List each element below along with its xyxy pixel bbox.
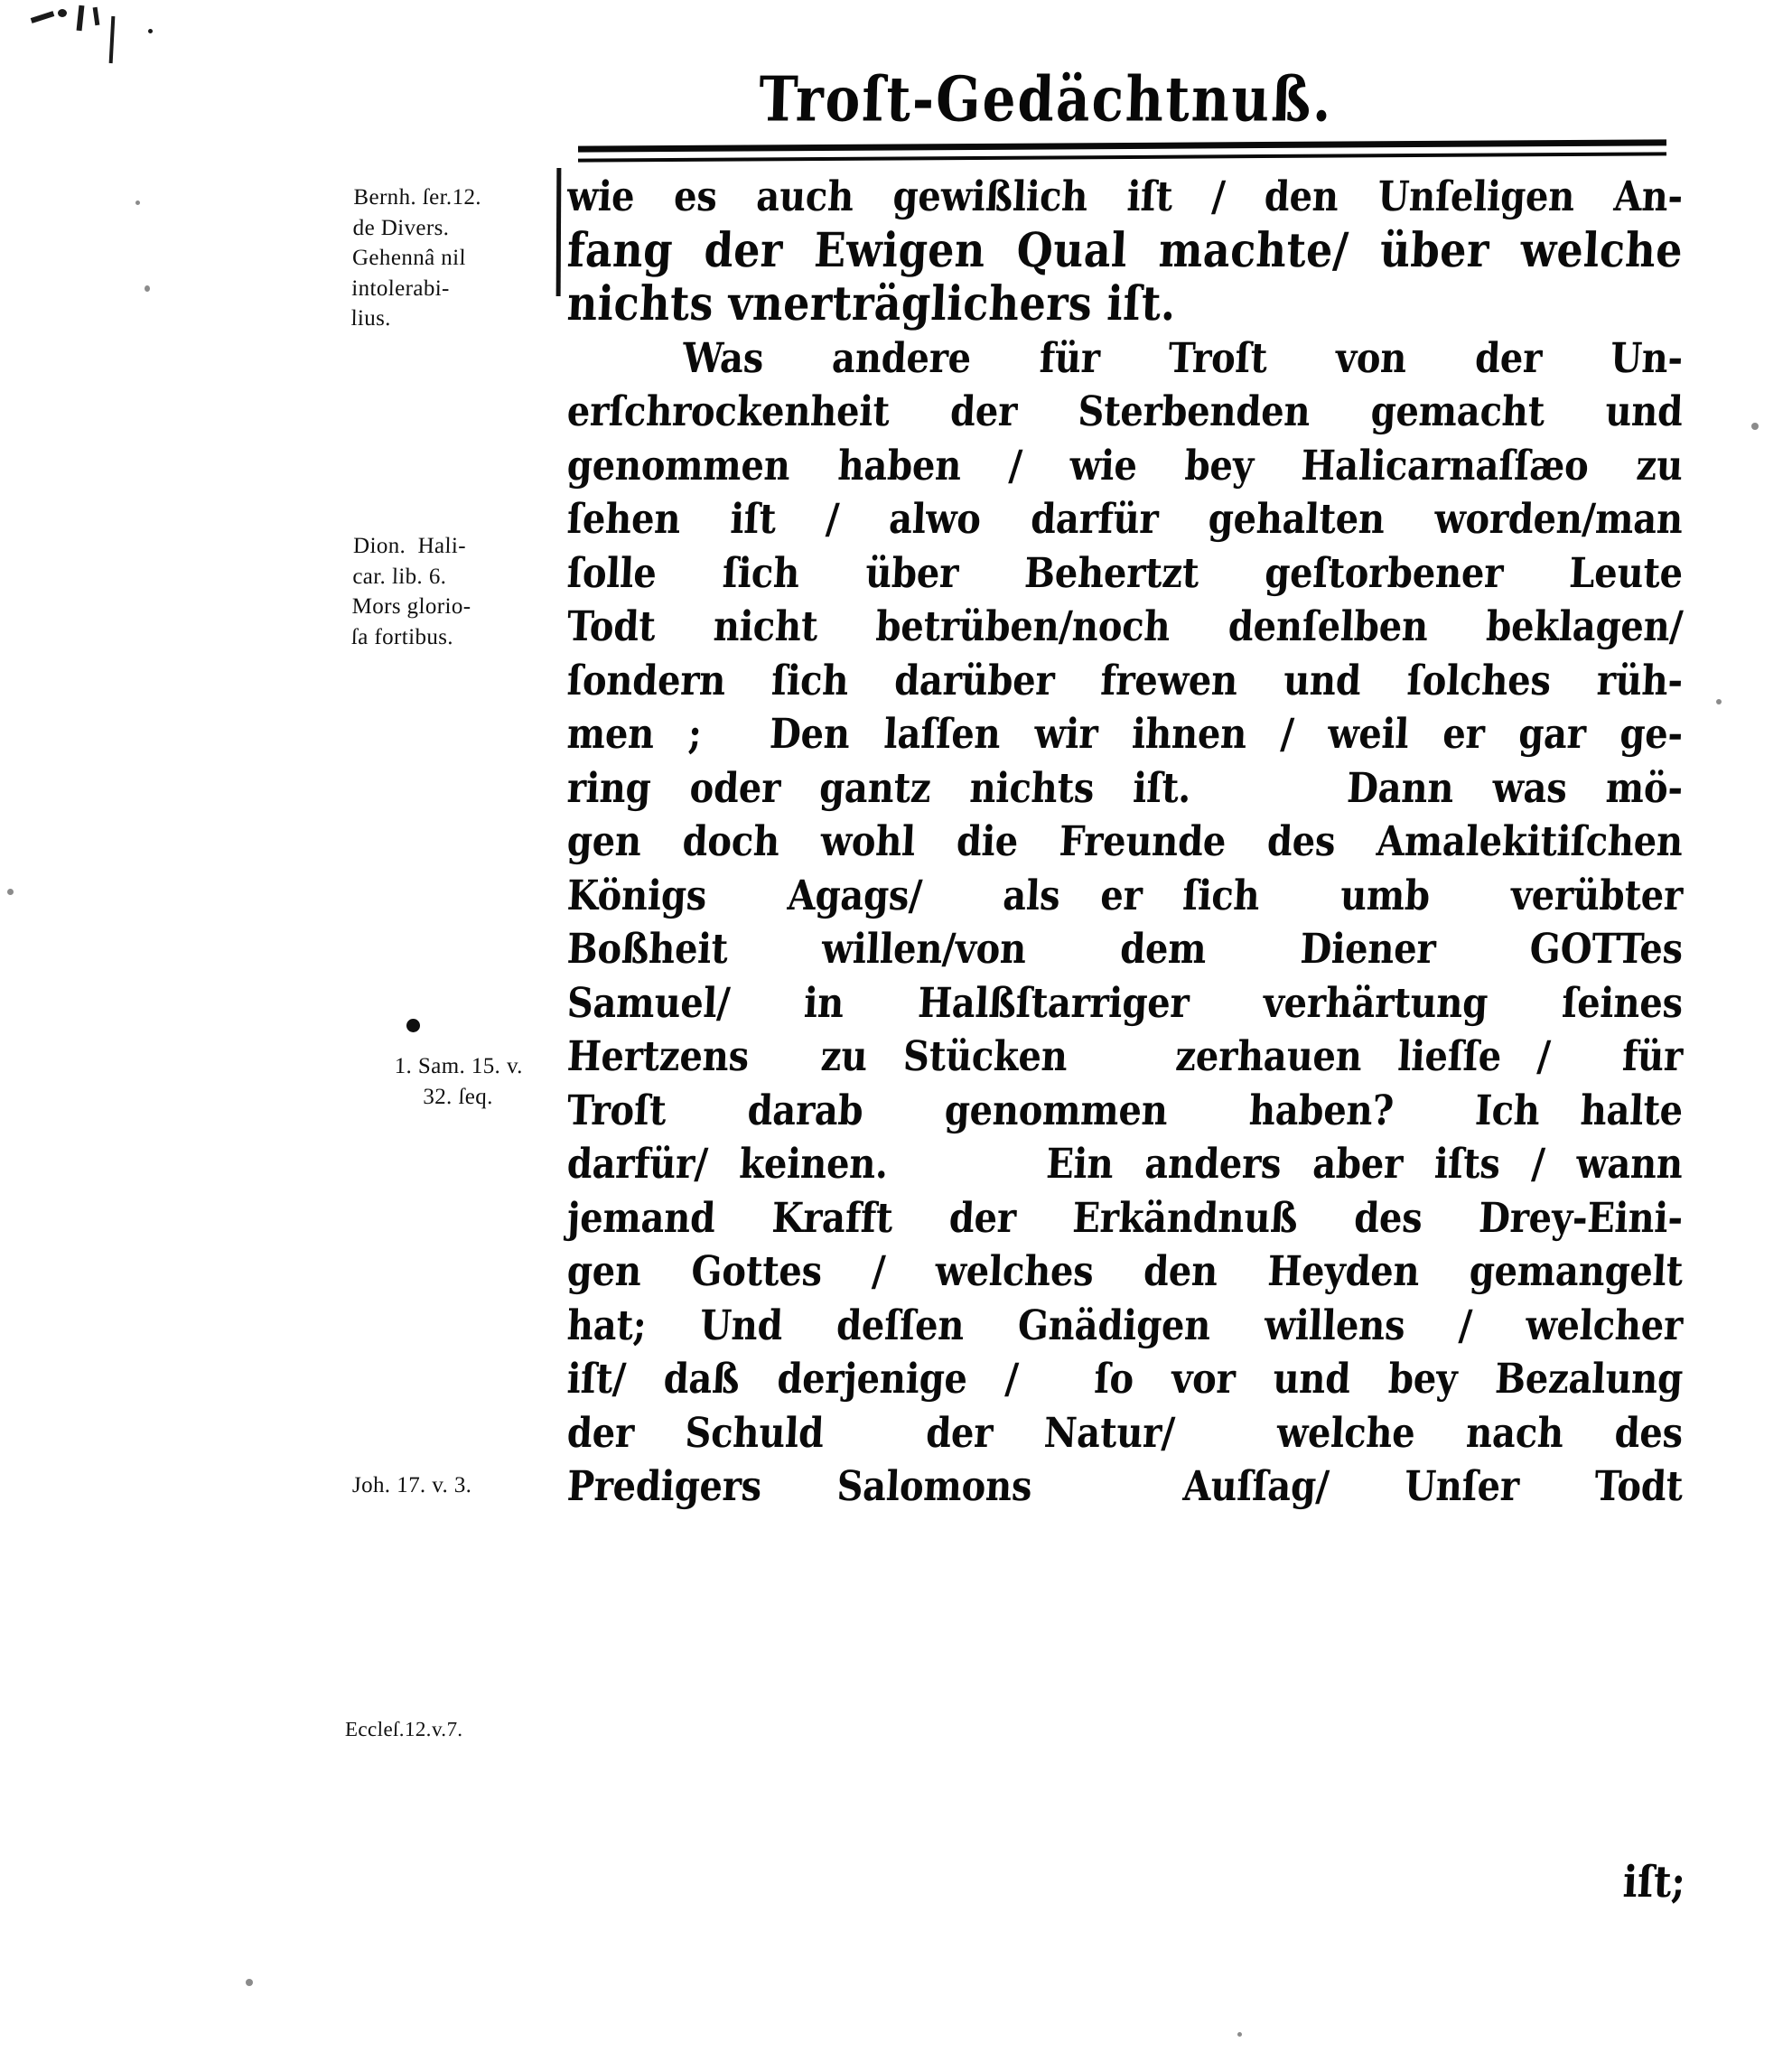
body-line: ring oder gantz nichts iſt. Dann was mö- (565, 763, 1685, 812)
margin-note-line: intolerabi- (351, 275, 451, 301)
header-rule-thick (578, 139, 1666, 152)
margin-note-line: 32. ſeq. (423, 1084, 494, 1109)
margin-note-line: Gehennâ nil (351, 246, 467, 270)
catchword: iſt; (1621, 1856, 1687, 1907)
body-line: Boßheit willen/von dem Diener GOTTes (565, 924, 1685, 974)
margin-note-line: Joh. 17. v. 3. (351, 1473, 472, 1497)
scan-speck (1716, 699, 1722, 704)
margin-note-ecclesiastes (345, 1716, 558, 1744)
body-line: jemand Krafft der Erkändnuß des Drey-Eini- (565, 1193, 1685, 1242)
body-line: Troſt darab genommen haben? Ich halte (565, 1086, 1685, 1134)
margin-note-ornament-icon (406, 1019, 420, 1032)
body-line: Predigers Salomons Auſſag/ Unſer Todt (565, 1461, 1685, 1511)
margin-note-line: Bernh. ſer.12. (353, 185, 482, 210)
body-line: hat; Und deſſen Gnädigen willens / welcher (565, 1301, 1685, 1349)
margin-note-line: Mors glorio- (351, 594, 471, 619)
body-line: wie es auch gewißlich iſt / den Unſeligen An- (565, 172, 1685, 221)
margin-note-line: lius. (350, 306, 392, 331)
body-line: men ; Den laſſen wir ihnen / weil er gar ge- (565, 709, 1685, 759)
margin-notes-column (0, 0, 556, 2052)
margin-note-line: 1. Sam. 15. v. (394, 1054, 524, 1078)
body-line: Was andere für Troſt von der Un- (681, 333, 1685, 382)
scan-speck (1237, 2032, 1242, 2037)
scan-speck (1751, 423, 1759, 430)
margin-note-line: ſa fortibus. (350, 624, 454, 649)
body-line: ſolle ſich über Behertzt geſtorbener Leute (565, 548, 1685, 597)
body-line: nichts vnerträglichers iſt. (565, 275, 1178, 331)
body-line: Königs Agags/ als er ſich umb verübter (565, 871, 1685, 919)
body-line: Todt nicht betrüben/noch denſelben beklagen/ (565, 602, 1685, 651)
body-line: iſt/ daß derjenige / ſo vor und bey Bezalung (565, 1354, 1685, 1404)
body-line: ſondern ſich darüber frewen und ſolches rüh- (565, 656, 1685, 704)
body-line: fang der Ewigen Qual machte/ über welche (565, 221, 1685, 278)
body-line: der Schuld der Natur/ welche nach des (565, 1408, 1685, 1457)
margin-note-bernhard (350, 182, 566, 334)
body-line: darfür/ keinen. Ein anders aber iſts / wann (565, 1139, 1685, 1189)
header-rule-thin (578, 152, 1666, 162)
body-line: gen doch wohl die Freunde des Amalekitiſchen (565, 816, 1685, 866)
margin-note-dionysius (351, 531, 566, 652)
margin-note-johannes (352, 1470, 565, 1501)
margin-note-line: car. lib. 6. (352, 564, 447, 589)
body-line: gen Gottes / welches den Heyden gemangelt (565, 1246, 1685, 1296)
margin-note-line: Dion. Hali- (352, 534, 467, 558)
margin-note-samuel (351, 1051, 565, 1112)
body-line: erſchrockenheit der Sterbenden gemacht und (565, 387, 1685, 436)
body-line: Samuel/ in Halßſtarriger verhärtung ſeines (565, 978, 1685, 1027)
page-title: Troſt-Gedächtnuß. (758, 62, 1335, 135)
body-line: ſehen iſt / alwo darfür gehalten worden/man (565, 494, 1685, 544)
body-line: Hertzens zu Stücken zerhauen lieſſe / für (565, 1031, 1685, 1081)
margin-note-line: de Divers. (352, 215, 450, 240)
body-text-column (567, 170, 1683, 1514)
margin-note-line: Eccleſ.12.v.7. (344, 1718, 463, 1740)
header-divider-rules (578, 143, 1666, 159)
body-line: genommen haben / wie bey Halicarnaſſæo zu (565, 441, 1685, 490)
